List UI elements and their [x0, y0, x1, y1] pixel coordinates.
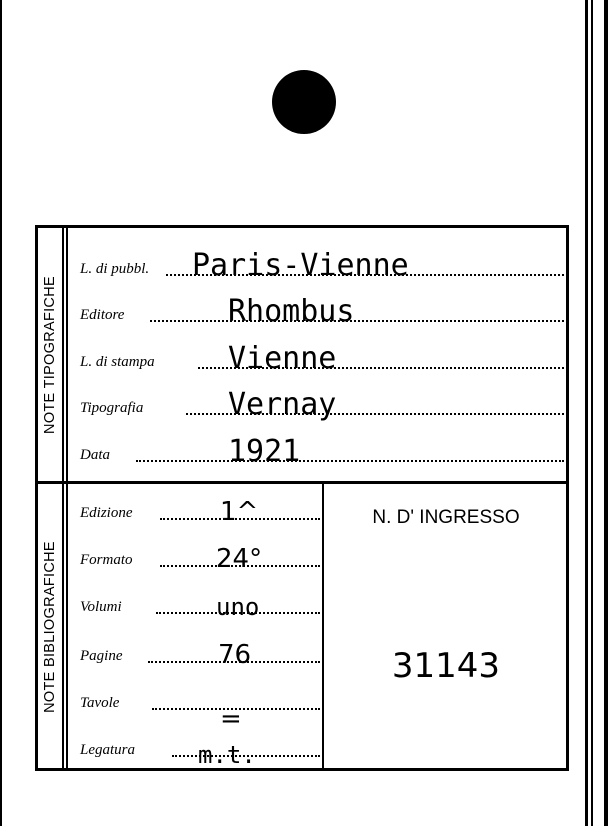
field-luogo-pubblicazione [80, 248, 564, 283]
field-legatura [80, 733, 320, 769]
field-value: Vienne [228, 341, 337, 376]
field-label: Pagine [80, 648, 123, 664]
card-edge-left [0, 0, 2, 826]
field-label: Edizione [80, 505, 133, 521]
field-value: 1^ [220, 497, 259, 527]
field-label: Tavole [80, 695, 120, 711]
field-value: m.t. [198, 741, 256, 769]
section-title-bibliografiche: NOTE BIBLIOGRAFICHE [42, 541, 58, 713]
field-label: L. di stampa [80, 354, 155, 370]
field-edizione [80, 496, 320, 526]
section-divider [38, 481, 566, 484]
field-luogo-stampa [80, 341, 564, 376]
side-rule [66, 228, 68, 768]
field-tipografia [80, 387, 564, 422]
dotted-line [136, 460, 564, 462]
dotted-line [150, 320, 564, 322]
ingresso-title: N. D' INGRESSO [372, 507, 520, 528]
punch-hole [272, 70, 336, 134]
field-value: 76 [218, 640, 252, 670]
field-formato [80, 543, 320, 573]
field-tavole [80, 686, 320, 734]
field-label: L. di pubbl. [80, 261, 150, 277]
field-value: Paris-Vienne [192, 248, 409, 283]
catalog-card [35, 225, 569, 771]
ingresso-number: 31143 [391, 646, 501, 686]
field-value: Rhombus [228, 294, 355, 329]
field-value: 1921 [228, 434, 301, 469]
field-label: Data [80, 447, 110, 463]
field-label: Formato [80, 552, 133, 568]
field-value: Vernay [228, 387, 337, 422]
card-edge-right [591, 0, 593, 826]
column-divider [322, 484, 324, 768]
field-label: Tipografia [80, 400, 144, 416]
field-editore [80, 294, 564, 329]
field-volumi [80, 590, 320, 620]
card-edge-right [604, 0, 608, 826]
field-pagine [80, 639, 320, 669]
field-data [80, 434, 564, 469]
field-value: uno [216, 593, 260, 621]
field-label: Volumi [80, 599, 122, 615]
section-title-tipografiche: NOTE TIPOGRAFICHE [42, 276, 58, 434]
field-value: = [220, 704, 242, 734]
field-value: 24° [216, 544, 263, 574]
field-label: Editore [80, 307, 125, 323]
card-edge-right [585, 0, 588, 826]
side-rule [62, 228, 64, 768]
field-label: Legatura [80, 742, 136, 758]
